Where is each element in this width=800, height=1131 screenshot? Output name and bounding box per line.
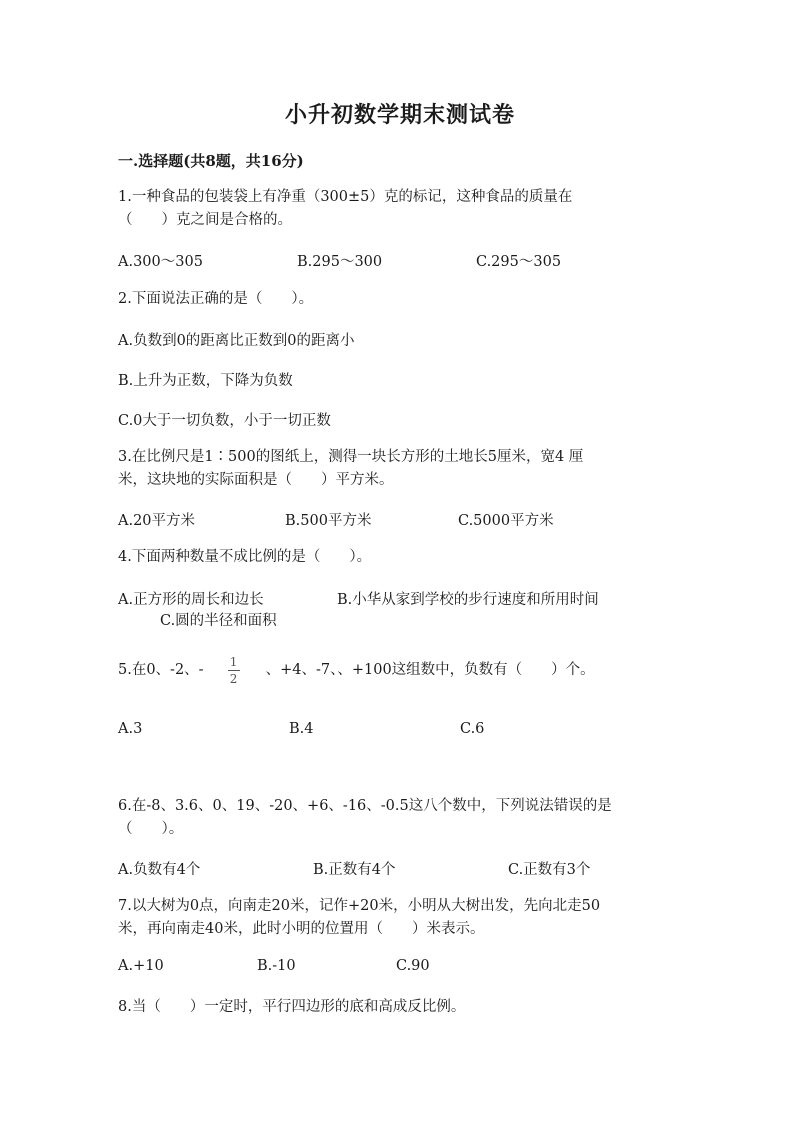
option-5a: A.3 <box>118 721 143 737</box>
option-1b: B.295～300 <box>297 254 383 270</box>
option-2c: C.0大于一切负数，小于一切正数 <box>118 413 331 429</box>
question-5-prefix: 5.在0、-2、- <box>118 662 204 678</box>
fraction-one-half <box>228 656 240 685</box>
option-5b: B.4 <box>289 721 314 737</box>
question-3-line1: 3.在比例尺是1∶500的图纸上，测得一块长方形的土地长5厘米，宽4 厘 <box>118 449 584 465</box>
question-7 <box>118 895 600 941</box>
option-2b: B.上升为正数，下降为负数 <box>118 373 293 389</box>
option-1a: A.300～305 <box>118 254 203 270</box>
fraction-numerator: 1 <box>229 655 238 669</box>
option-4c: C.圆的半径和面积 <box>160 613 277 629</box>
option-6b: B.正数有4个 <box>313 862 396 878</box>
question-6-line1: 6.在-8、3.6、0、19、-20、+6、-16、-0.5这八个数中，下列说法错误的是 <box>118 798 612 814</box>
question-1-line1: 1.一种食品的包装袋上有净重（300±5）克的标记，这种食品的质量在 <box>118 189 573 205</box>
question-2: 2.下面说法正确的是（ ）。 <box>118 291 314 307</box>
question-1-line2: （ ）克之间是合格的。 <box>118 212 292 228</box>
option-3b: B.500平方米 <box>285 513 372 529</box>
fraction-bar <box>228 670 240 671</box>
option-1c: C.295～305 <box>476 254 562 270</box>
question-1 <box>118 186 572 232</box>
option-5c: C.6 <box>460 721 485 737</box>
option-7c: C.90 <box>396 958 430 974</box>
question-3 <box>118 446 583 492</box>
question-7-line2: 米，再向南走40米，此时小明的位置用（ ）米表示。 <box>118 921 485 937</box>
question-4: 4.下面两种数量不成比例的是（ ）。 <box>118 549 372 565</box>
section-heading: 一.选择题(共8题，共16分) <box>118 152 304 170</box>
option-4b: B.小华从家到学校的步行速度和所用时间 <box>337 592 599 608</box>
option-4a: A.正方形的周长和边长 <box>118 592 264 608</box>
option-7b: B.-10 <box>257 958 296 974</box>
option-3c: C.5000平方米 <box>458 513 554 529</box>
question-8: 8.当（ ）一定时，平行四边形的底和高成反比例。 <box>118 999 466 1015</box>
option-6a: A.负数有4个 <box>118 862 201 878</box>
question-3-line2: 米，这块地的实际面积是（ ）平方米。 <box>118 472 394 488</box>
option-3a: A.20平方米 <box>118 513 196 529</box>
question-5-suffix: 、+4、-7、、+100这组数中，负数有（ ）个。 <box>265 662 595 678</box>
question-5 <box>118 656 595 685</box>
option-6c: C.正数有3个 <box>508 862 591 878</box>
question-6-line2: （ ）。 <box>118 821 184 837</box>
question-6 <box>118 795 612 841</box>
option-7a: A.+10 <box>118 958 164 974</box>
page-title: 小升初数学期末测试卷 <box>284 102 515 128</box>
question-7-line1: 7.以大树为0点，向南走20米，记作+20米，小明从大树出发，先向北走50 <box>118 898 601 914</box>
option-2a: A.负数到0的距离比正数到0的距离小 <box>118 333 355 349</box>
fraction-denominator: 2 <box>229 672 238 686</box>
